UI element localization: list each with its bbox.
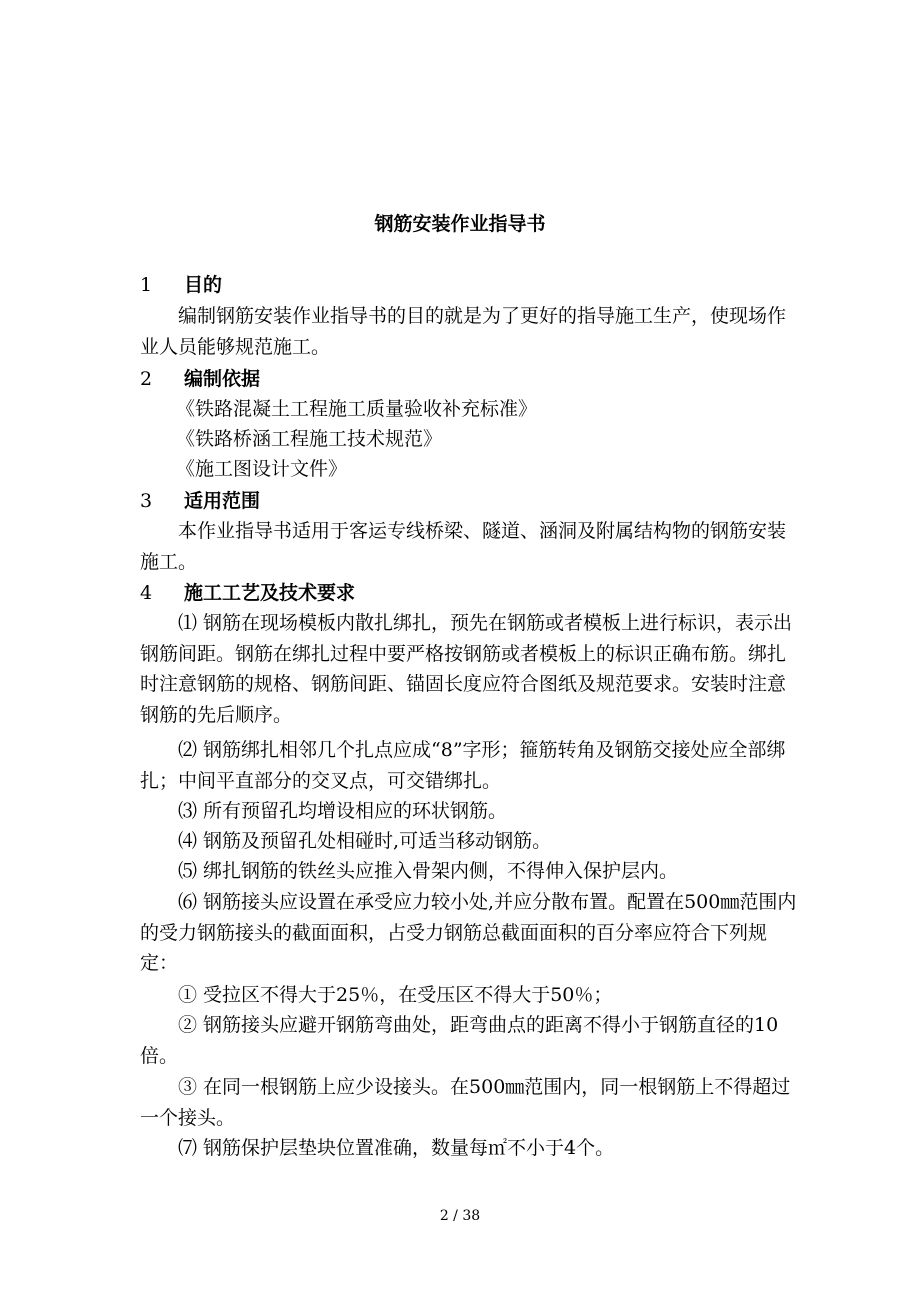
reference-item: 《铁路桥涵工程施工技术规范》	[176, 428, 443, 450]
requirement-item-7: ⑺ 钢筋保护层垫块位置准确，数量每㎡不小于4个。	[178, 1137, 615, 1159]
section-2-title: 编制依据	[184, 368, 261, 390]
section-3-title: 适用范围	[184, 490, 261, 512]
page-title: 钢筋安装作业指导书	[374, 213, 546, 235]
section-1-number: 1	[140, 274, 153, 296]
section-1-title: 目的	[184, 274, 223, 296]
sub-requirement-item: ② 钢筋接头应避开钢筋弯曲处，距弯曲点的距离不得小于钢筋直径的10倍。	[140, 1014, 779, 1067]
page-number: 2 / 38	[439, 1208, 481, 1224]
requirement-item-5: ⑸ 绑扎钢筋的铁丝头应推入骨架内侧，不得伸入保护层内。	[178, 860, 679, 882]
sub-requirement-item: ③ 在同一根钢筋上应少设接头。在500㎜范围内，同一根钢筋上不得超过一个接头。	[140, 1076, 791, 1129]
requirement-item-3: ⑶ 所有预留孔均增设相应的环状钢筋。	[178, 800, 508, 822]
requirement-item-1: ⑴ 钢筋在现场模板内散扎绑扎，预先在钢筋或者模板上进行标识，表示出钢筋间距。钢筋在绑扎过程中要严格按钢筋或者模板上的标识正确布筋。绑扎时注意钢筋的规格、钢筋间距、锚固长度应符合图纸及规范要求。安装时注意钢筋的先后顺序。	[140, 612, 793, 726]
section-4-number: 4	[140, 582, 153, 604]
reference-item: 《铁路混凝土工程施工质量验收补充标准》	[176, 398, 538, 420]
section-4-heading	[140, 580, 355, 606]
section-3-number: 3	[140, 490, 153, 512]
requirement-item-2: ⑵ 钢筋绑扎相邻几个扎点应成“8”字形；箍筋转角及钢筋交接处应全部绑扎；中间平直部分的交叉点，可交错绑扎。	[140, 739, 786, 792]
section-2-heading	[140, 366, 260, 392]
section-4-title: 施工工艺及技术要求	[184, 582, 356, 604]
sub-requirement-item: ① 受拉区不得大于25％，在受压区不得大于50％；	[178, 984, 613, 1006]
requirement-item-4: ⑷ 钢筋及预留孔处相碰时,可适当移动钢筋。	[178, 830, 552, 852]
reference-item: 《施工图设计文件》	[176, 458, 348, 480]
section-3-heading	[140, 488, 260, 514]
requirement-item-6: ⑹ 钢筋接头应设置在承受应力较小处,并应分散布置。配置在500㎜范围内的受力钢筋接头的截面面积，占受力钢筋总截面面积的百分率应符合下列规定：	[140, 891, 797, 974]
section-1-paragraph: 编制钢筋安装作业指导书的目的就是为了更好的指导施工生产，使现场作业人员能够规范施工。	[140, 305, 787, 358]
section-1-heading	[140, 272, 222, 298]
section-2-number: 2	[140, 368, 153, 390]
section-3-paragraph: 本作业指导书适用于客运专线桥梁、隧道、涵洞及附属结构物的钢筋安装施工。	[140, 520, 787, 573]
